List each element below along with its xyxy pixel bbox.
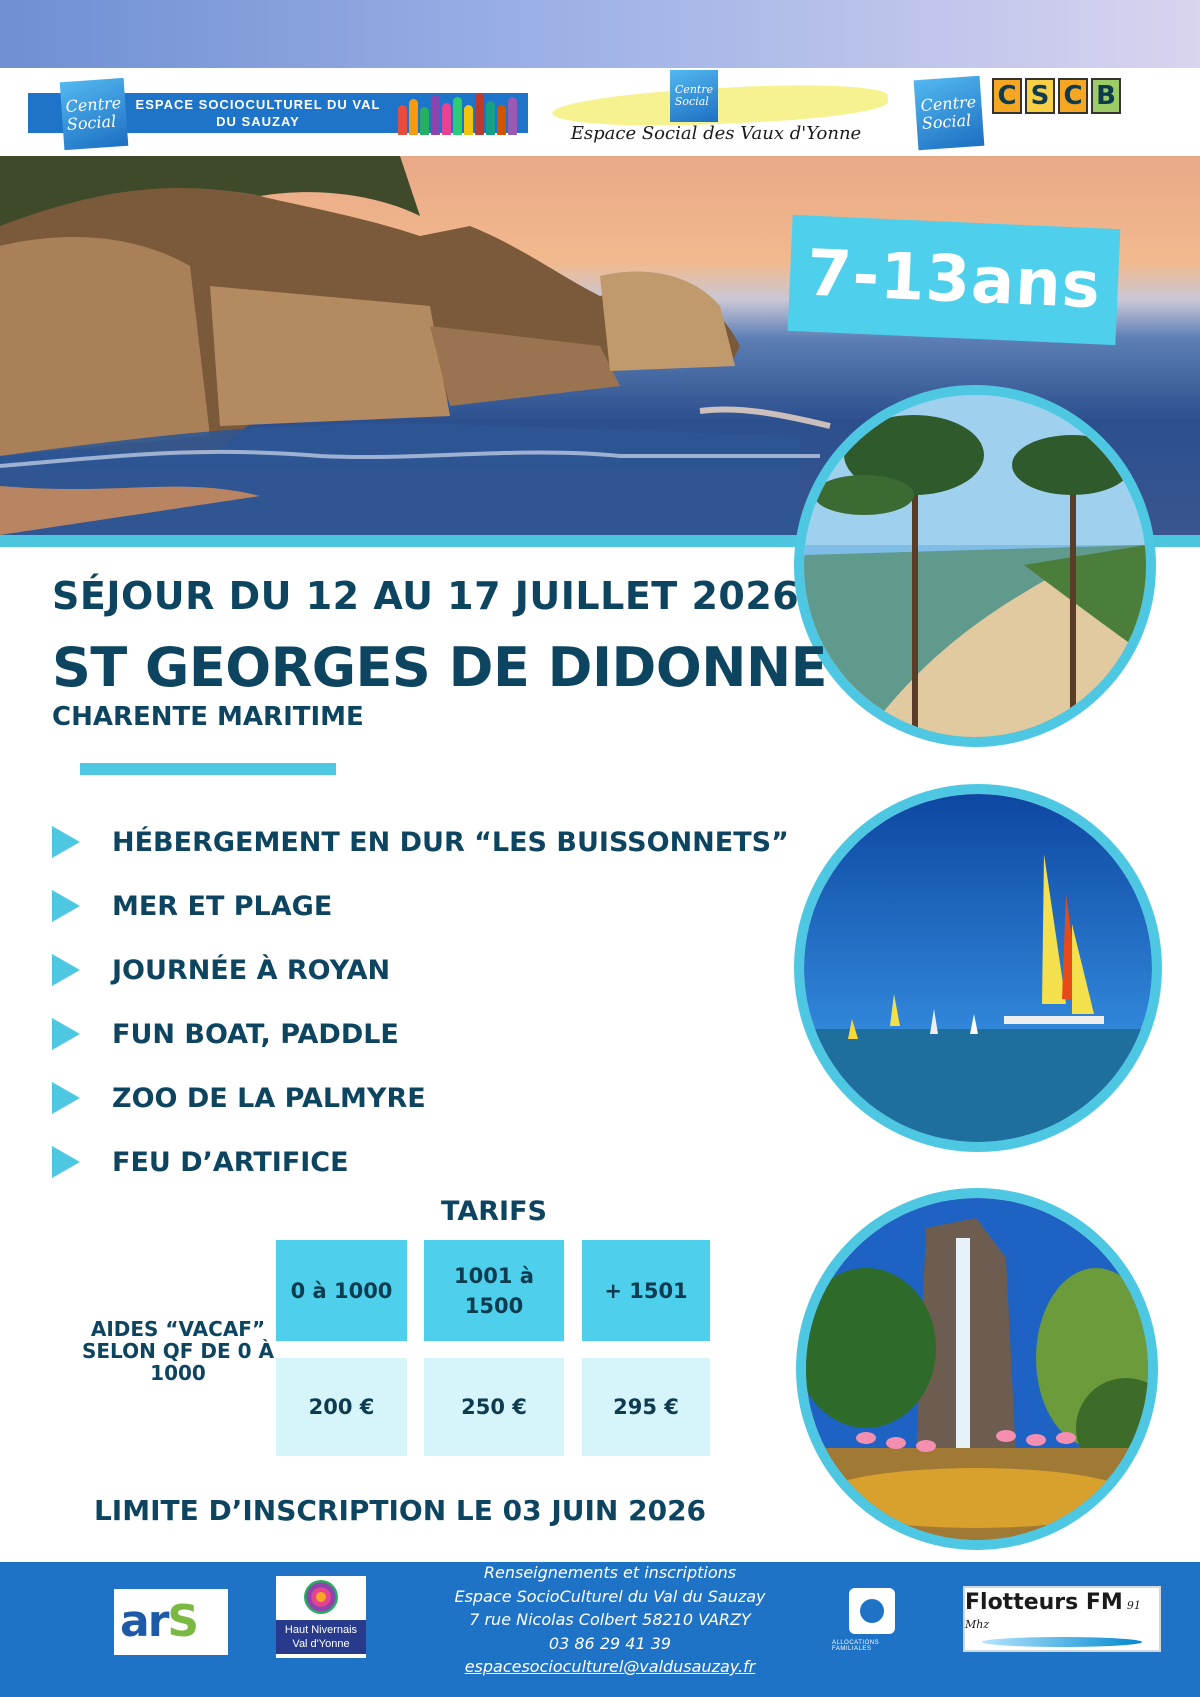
- colorful-spiral-icon: [304, 1580, 338, 1614]
- ars-logo-word: arS: [120, 1596, 198, 1647]
- contact-phone: 03 86 29 41 39: [548, 1633, 672, 1653]
- triangle-bullet-icon: [52, 954, 80, 986]
- stay-dates-heading: SÉJOUR DU 12 AU 17 JUILLET 2026: [52, 574, 800, 618]
- contact-info-title: Renseignements et inscriptions: [483, 1563, 737, 1582]
- triangle-bullet-icon: [52, 1082, 80, 1114]
- tariff-price-cell: 250 €: [424, 1358, 564, 1456]
- region-subtitle: CHARENTE MARITIME: [52, 702, 364, 732]
- list-item: [52, 874, 772, 938]
- triangle-bullet-icon: [52, 890, 80, 922]
- contact-address: 7 rue Nicolas Colbert 58210 VARZY: [469, 1610, 751, 1629]
- destination-title: ST GEORGES DE DIDONNE: [52, 636, 828, 699]
- list-item: [52, 810, 789, 874]
- tariff-price-cell: 295 €: [582, 1358, 710, 1456]
- list-item: [52, 1066, 772, 1130]
- tariff-bracket-cell: 1001 à 1500: [424, 1240, 564, 1341]
- beach-pines-photo: [794, 385, 1156, 747]
- caf-logo: [832, 1578, 912, 1662]
- haut-nivernais-logo: [276, 1576, 366, 1658]
- people-silhouettes-icon: [398, 91, 524, 135]
- cscb-logo: [992, 78, 1124, 148]
- vacaf-aid-label: AIDES “VACAF” SELON QF DE 0 À 1000: [81, 1317, 274, 1385]
- contact-email-link[interactable]: espacesocioculturel@valdusauzay.fr: [464, 1657, 756, 1676]
- centre-social-small-logo-text: Centre Social: [674, 83, 714, 108]
- cscb-letters: C S C B: [992, 78, 1124, 114]
- flotteurs-fm-logo: [963, 1586, 1161, 1652]
- activity-label: MER ET PLAGE: [112, 890, 333, 922]
- centre-social-right-logo-text: Centre Social: [919, 92, 977, 133]
- header-gradient-band: [0, 0, 1200, 68]
- vaux-d-yonne-logo-text: Espace Social des Vaux d'Yonne: [570, 123, 862, 144]
- list-item: [52, 1130, 772, 1194]
- list-item: [52, 1002, 772, 1066]
- activity-label: JOURNÉE À ROYAN: [112, 954, 391, 986]
- val-du-sauzay-logo-text: ESPACE SOCIOCULTUREL DU VAL DU SAUZAY: [135, 97, 381, 129]
- caf-logo-text: ALLOCATIONS FAMILIALES: [832, 1640, 880, 1652]
- centre-social-small-logo: [670, 70, 718, 122]
- age-range-badge: [788, 215, 1121, 345]
- age-range-text: 7-13ans: [805, 236, 1103, 324]
- triangle-bullet-icon: [52, 1018, 80, 1050]
- centre-social-logo: [60, 78, 129, 150]
- contact-info: [420, 1561, 800, 1679]
- activity-label: ZOO DE LA PALMYRE: [112, 1082, 426, 1114]
- ars-logo: [114, 1589, 228, 1655]
- caf-emblem-icon: [849, 1588, 895, 1634]
- radio-frequency: 91 Mhz: [965, 1598, 1141, 1631]
- centre-social-right-logo: [914, 76, 985, 150]
- contact-org: Espace SocioCulturel du Val du Sauzay: [454, 1586, 766, 1606]
- activity-label: FUN BOAT, PADDLE: [112, 1018, 399, 1050]
- sailboats-photo: [794, 784, 1162, 1152]
- wave-icon: [982, 1637, 1142, 1647]
- triangle-bullet-icon: [52, 826, 80, 858]
- centre-social-logo-text: Centre Social: [64, 93, 122, 134]
- tariff-price-cell: 200 €: [276, 1358, 407, 1456]
- list-item: [52, 938, 772, 1002]
- waterfall-flamingos-photo: [796, 1188, 1158, 1550]
- activity-label: FEU D’ARTIFICE: [112, 1146, 349, 1178]
- tariff-bracket-cell: + 1501: [582, 1240, 710, 1341]
- tariff-bracket-cell: 0 à 1000: [276, 1240, 407, 1341]
- activities-list: [52, 810, 789, 1194]
- triangle-bullet-icon: [52, 1146, 80, 1178]
- radio-name: Flotteurs FM: [965, 1589, 1123, 1615]
- registration-deadline: LIMITE D’INSCRIPTION LE 03 JUIN 2026: [93, 1494, 707, 1527]
- activity-label: HÉBERGEMENT EN DUR “LES BUISSONNETS”: [112, 826, 789, 858]
- tariffs-heading: TARIFS: [441, 1196, 547, 1227]
- haut-nivernais-logo-text: Haut Nivernais Val d'Yonne: [276, 1620, 366, 1654]
- title-accent-bar: [80, 763, 336, 775]
